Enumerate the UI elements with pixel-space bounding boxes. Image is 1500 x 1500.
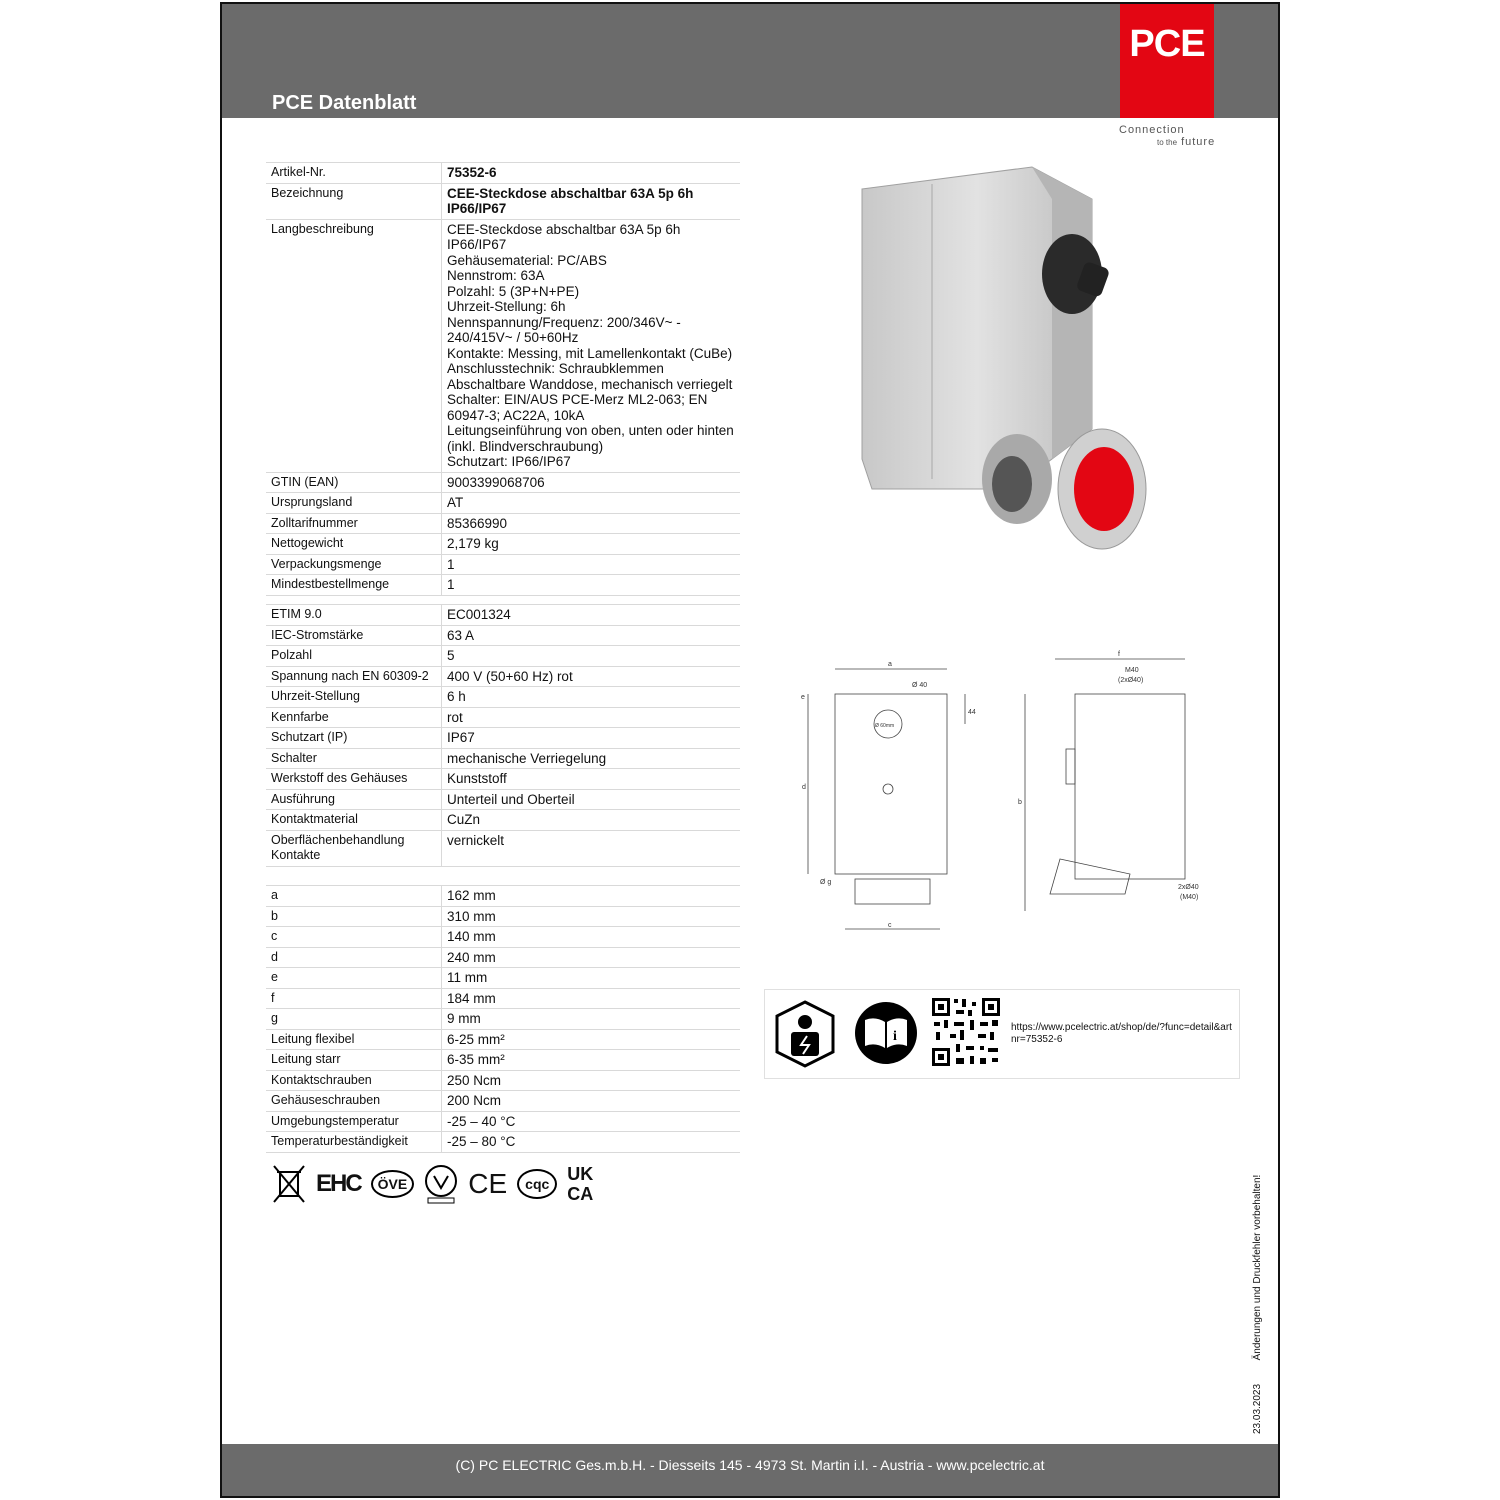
spec-key: Kontaktschrauben bbox=[266, 1070, 442, 1091]
spec-value: 240 mm bbox=[442, 947, 741, 968]
label-g: Ø g bbox=[820, 879, 832, 886]
spec-value: vernickelt bbox=[442, 830, 741, 866]
tagline bbox=[1119, 124, 1215, 149]
dimensions-table bbox=[266, 885, 740, 1153]
spec-key: g bbox=[266, 1009, 442, 1030]
spec-key: ETIM 9.0 bbox=[266, 605, 442, 626]
page-title: PCE Datenblatt bbox=[272, 92, 417, 114]
spec-key: e bbox=[266, 968, 442, 989]
spec-value: 1 bbox=[442, 554, 741, 575]
label-e: e bbox=[801, 694, 805, 701]
spec-key: b bbox=[266, 906, 442, 927]
issue-date: 23.03.2023 bbox=[1252, 1383, 1263, 1434]
table-row bbox=[266, 748, 740, 769]
spec-key: Werkstoff des Gehäuses bbox=[266, 769, 442, 790]
spec-key: Schutzart (IP) bbox=[266, 728, 442, 749]
spec-value: -25 – 80 °C bbox=[442, 1132, 741, 1153]
eac-mark: EHC bbox=[316, 1170, 361, 1197]
cqc-mark: cqc bbox=[517, 1169, 557, 1199]
footer-bar bbox=[222, 1444, 1278, 1496]
spec-value: mechanische Verriegelung bbox=[442, 748, 741, 769]
spec-value bbox=[442, 219, 741, 472]
spec-key: a bbox=[266, 886, 442, 907]
table-row bbox=[266, 575, 740, 596]
spec-value: AT bbox=[442, 493, 741, 514]
product-url[interactable]: https://www.pcelectric.at/shop/de/?func=detail&artnr=75352-6 bbox=[1011, 1022, 1232, 1045]
side-outline bbox=[1075, 694, 1185, 879]
spec-value: 200 Ncm bbox=[442, 1091, 741, 1112]
ukca-line-2: CA bbox=[567, 1184, 594, 1204]
spec-value: 400 V (50+60 Hz) rot bbox=[442, 666, 741, 687]
table-row bbox=[266, 707, 740, 728]
table-row bbox=[266, 789, 740, 810]
table-row bbox=[266, 605, 740, 626]
spec-key: Leitung starr bbox=[266, 1050, 442, 1071]
spec-value: Unterteil und Oberteil bbox=[442, 789, 741, 810]
label-a: a bbox=[888, 661, 892, 668]
tagline-line-1: Connection bbox=[1119, 124, 1185, 136]
description-line: Polzahl: 5 (3P+N+PE) bbox=[447, 283, 580, 299]
front-outline bbox=[835, 694, 947, 874]
spec-key: Polzahl bbox=[266, 646, 442, 667]
header-bar bbox=[222, 4, 1278, 118]
description-line: Gehäusematerial: PC/ABS bbox=[447, 252, 607, 268]
table-row bbox=[266, 830, 740, 866]
spec-key: f bbox=[266, 988, 442, 1009]
spec-key: Ausführung bbox=[266, 789, 442, 810]
front-view bbox=[808, 669, 965, 929]
spec-value: 1 bbox=[442, 575, 741, 596]
ukca-line-1: UK bbox=[567, 1164, 594, 1184]
spec-value: 9003399068706 bbox=[442, 472, 741, 493]
label-m40-bottom: (M40) bbox=[1180, 894, 1199, 901]
table-row bbox=[266, 513, 740, 534]
table-row bbox=[266, 493, 740, 514]
table-row bbox=[266, 554, 740, 575]
spec-value: rot bbox=[442, 707, 741, 728]
manual-icon bbox=[853, 1000, 919, 1066]
side-socket bbox=[1050, 859, 1130, 894]
table-row bbox=[266, 1070, 740, 1091]
electrician-icon bbox=[773, 1000, 837, 1068]
tagline-small: to the bbox=[1157, 138, 1178, 147]
label-m40-top: M40 bbox=[1125, 667, 1139, 674]
table-row bbox=[266, 927, 740, 948]
spec-key: Uhrzeit-Stellung bbox=[266, 687, 442, 708]
spec-value: 6-35 mm² bbox=[442, 1050, 741, 1071]
front-hole bbox=[883, 784, 893, 794]
description-line: Schutzart: IP66/IP67 bbox=[447, 454, 571, 469]
description-line: Kontakte: Messing, mit Lamellenkontakt (CuBe) bbox=[447, 345, 733, 361]
table-row bbox=[266, 625, 740, 646]
spec-key: Schalter bbox=[266, 748, 442, 769]
table-row bbox=[266, 219, 740, 472]
spec-value: 85366990 bbox=[442, 513, 741, 534]
table-row bbox=[266, 1050, 740, 1071]
spec-value: 250 Ncm bbox=[442, 1070, 741, 1091]
label-d: d bbox=[802, 784, 806, 791]
spec-key: Ursprungsland bbox=[266, 493, 442, 514]
vertical-note bbox=[1252, 1175, 1263, 1434]
label-44: 44 bbox=[968, 709, 976, 716]
table-row bbox=[266, 810, 740, 831]
spec-key: Umgebungstemperatur bbox=[266, 1111, 442, 1132]
spec-key: c bbox=[266, 927, 442, 948]
spec-key: Kontaktmaterial bbox=[266, 810, 442, 831]
footer-text: (C) PC ELECTRIC Ges.m.b.H. - Diesseits 145 - 4973 St. Martin i.I. - Austria - www.pcelectric.at bbox=[455, 1457, 1045, 1473]
spec-value: 6 h bbox=[442, 687, 741, 708]
spec-key: Verpackungsmenge bbox=[266, 554, 442, 575]
spec-key: Artikel-Nr. bbox=[266, 163, 442, 184]
table-row bbox=[266, 1132, 740, 1153]
article-table bbox=[266, 162, 740, 596]
spec-key: Leitung flexibel bbox=[266, 1029, 442, 1050]
pce-logo: PCE bbox=[1120, 4, 1214, 118]
table-row bbox=[266, 687, 740, 708]
table-row bbox=[266, 472, 740, 493]
spec-value: 5 bbox=[442, 646, 741, 667]
spec-key: GTIN (EAN) bbox=[266, 472, 442, 493]
spec-value: 184 mm bbox=[442, 988, 741, 1009]
ccc-logo-icon bbox=[424, 1164, 458, 1204]
table-row bbox=[266, 728, 740, 749]
description-line: Anschlusstechnik: Schraubklemmen bbox=[447, 361, 664, 376]
spec-value: 140 mm bbox=[442, 927, 741, 948]
certification-marks bbox=[272, 1164, 593, 1204]
description-line: Nennstrom: 63A bbox=[447, 268, 545, 283]
spec-value: EC001324 bbox=[442, 605, 741, 626]
ove-mark: ÖVE bbox=[371, 1170, 415, 1198]
side-switch bbox=[1066, 749, 1075, 784]
description-line: Schalter: EIN/AUS PCE-Merz ML2-063; EN 60947-3; AC22A, 10kA bbox=[447, 392, 708, 423]
weee-bin-icon bbox=[272, 1164, 306, 1204]
table-row bbox=[266, 183, 740, 219]
table-row bbox=[266, 1091, 740, 1112]
spec-value: Kunststoff bbox=[442, 769, 741, 790]
table-row bbox=[266, 968, 740, 989]
spec-key: Bezeichnung bbox=[266, 183, 442, 219]
spec-value: 11 mm bbox=[442, 968, 741, 989]
spec-value: 75352-6 bbox=[442, 163, 741, 184]
spec-key: Kennfarbe bbox=[266, 707, 442, 728]
spec-value: -25 – 40 °C bbox=[442, 1111, 741, 1132]
table-row bbox=[266, 666, 740, 687]
spec-value: CuZn bbox=[442, 810, 741, 831]
spec-value: 6-25 mm² bbox=[442, 1029, 741, 1050]
label-dia60: Ø 60mm bbox=[875, 723, 895, 729]
tagline-future: future bbox=[1181, 136, 1216, 148]
spec-key: d bbox=[266, 947, 442, 968]
datasheet-page bbox=[220, 2, 1280, 1498]
side-view bbox=[1025, 659, 1185, 911]
label-b: b bbox=[1018, 799, 1022, 806]
table-row bbox=[266, 769, 740, 790]
spec-key: Oberflächenbehandlung Kontakte bbox=[266, 830, 442, 866]
spec-value: 310 mm bbox=[442, 906, 741, 927]
table-row bbox=[266, 947, 740, 968]
spec-key: Spannung nach EN 60309-2 bbox=[266, 666, 442, 687]
table-row bbox=[266, 163, 740, 184]
description-line: Nennspannung/Frequenz: 200/346V~ - 240/415V~ / 50+60Hz bbox=[447, 314, 681, 345]
table-row bbox=[266, 988, 740, 1009]
spec-key: Gehäuseschrauben bbox=[266, 1091, 442, 1112]
disclaimer: Änderungen und Druckfehler vorbehalten! bbox=[1252, 1174, 1263, 1361]
spec-key: Mindestbestellmenge bbox=[266, 575, 442, 596]
table-row bbox=[266, 1029, 740, 1050]
table-row bbox=[266, 886, 740, 907]
spec-key: IEC-Stromstärke bbox=[266, 625, 442, 646]
spec-value: 9 mm bbox=[442, 1009, 741, 1030]
etim-table bbox=[266, 604, 740, 867]
label-2x40-top: (2xØ40) bbox=[1118, 677, 1144, 684]
table-row bbox=[266, 646, 740, 667]
table-row bbox=[266, 1009, 740, 1030]
front-socket bbox=[855, 879, 930, 904]
spec-key: Nettogewicht bbox=[266, 534, 442, 555]
label-2x40-bottom: 2xØ40 bbox=[1178, 884, 1199, 891]
description-line: CEE-Steckdose abschaltbar 63A 5p 6h IP66/IP67 bbox=[447, 221, 681, 252]
ukca-mark bbox=[567, 1164, 593, 1204]
spec-key: Temperaturbeständigkeit bbox=[266, 1132, 442, 1153]
spec-value: 63 A bbox=[442, 625, 741, 646]
table-row bbox=[266, 1111, 740, 1132]
qr-code[interactable] bbox=[930, 996, 1002, 1068]
label-dia40: Ø 40 bbox=[912, 682, 928, 689]
label-f: f bbox=[1118, 651, 1120, 658]
qr-info-box bbox=[764, 989, 1240, 1079]
technical-drawing bbox=[800, 649, 1220, 939]
lid-red-cap bbox=[1074, 447, 1134, 531]
product-image bbox=[852, 159, 1152, 559]
label-c: c bbox=[888, 922, 892, 929]
ce-mark: CE bbox=[468, 1168, 508, 1199]
spec-value: 2,179 kg bbox=[442, 534, 741, 555]
table-row bbox=[266, 534, 740, 555]
spec-key: Zolltarifnummer bbox=[266, 513, 442, 534]
svg-text:i: i bbox=[893, 1029, 897, 1044]
description-line: Uhrzeit-Stellung: 6h bbox=[447, 299, 566, 314]
spec-value: 162 mm bbox=[442, 886, 741, 907]
spec-key: Langbeschreibung bbox=[266, 219, 442, 472]
socket-opening bbox=[992, 456, 1032, 512]
description-line: Leitungseinführung von oben, unten oder hinten (inkl. Blindverschraubung) bbox=[447, 423, 734, 454]
spec-value: CEE-Steckdose abschaltbar 63A 5p 6h IP66/IP67 bbox=[442, 183, 741, 219]
description-line: Abschaltbare Wanddose, mechanisch verriegelt bbox=[447, 376, 733, 392]
spec-value: IP67 bbox=[442, 728, 741, 749]
table-row bbox=[266, 906, 740, 927]
